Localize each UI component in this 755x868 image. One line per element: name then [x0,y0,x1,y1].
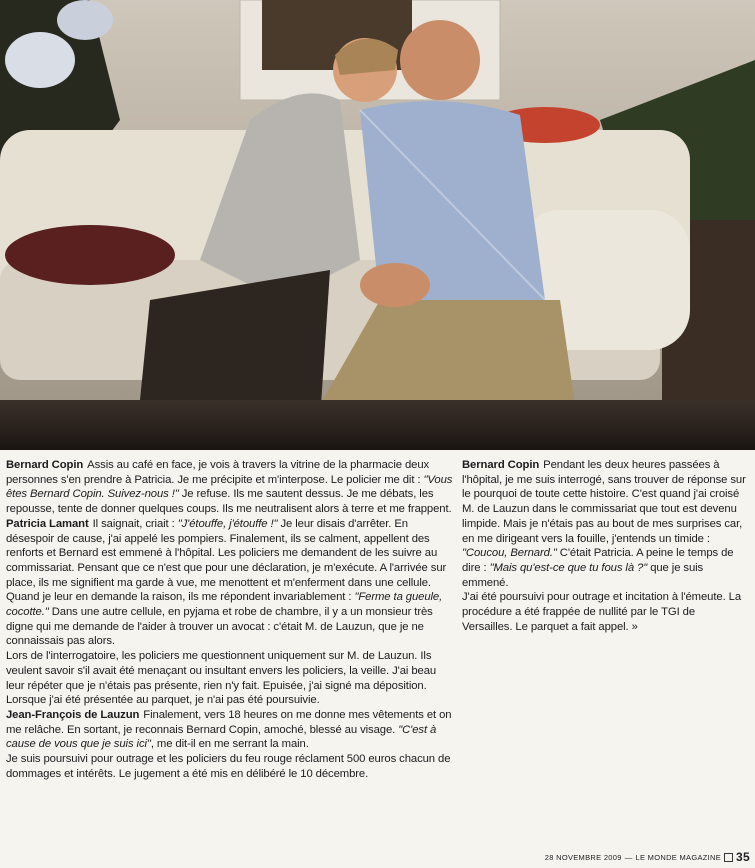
speaker-name: Bernard Copin [462,459,540,471]
text-run: Lors de l'interrogatoire, les policiers me questionnent uniquement sur M. de Lauzun. Ils veulent savoir s'il avait été menaçant ou insultant envers les policiers, la veille. J'ai beau leur répéter que je n'étais pas présente, rien n'y fait. Epuisée, j'ai signé ma déposition. Lorsque j'ai été présentée au parquet, je n'ai pas été poursuivie. [6,650,437,707]
text-run: que je suis emmené. [462,561,704,589]
page-footer [520,850,750,864]
footer-separator: — [624,852,633,862]
page-number: 35 [736,850,750,864]
paragraph [6,752,454,781]
quote-text: "C'est à cause de vous que je suis ici" [6,723,437,751]
text-run: Je refuse. Ils me sautent dessus. Je me débats, les repousse, tente de donner quelques coups. Ils me neutralisent alors à terre et me frappent. [6,488,452,516]
quote-text: "Coucou, Bernard." [462,547,557,560]
text-run: C'était Patricia. A peine le temps de dire : [462,547,734,574]
quote-text: "Ferme ta gueule, cocotte." [6,591,443,619]
text-run: Il saignait, criait : [92,517,178,530]
paragraph [462,590,747,634]
text-run: , me dit-il en me serrant la main. [150,738,309,751]
right-column [462,458,747,634]
paragraph [6,517,454,649]
quote-text: "Mais qu'est-ce que tu fous là ?" [489,561,648,574]
paragraph [462,458,747,590]
text-run: Dans une autre cellule, en pyjama et robe de chambre, il y a un monsieur très digne qui me demande de l'aider à trouver un avocat : c'était M. de Lauzun, que je ne connaissais pas alors. [6,606,433,648]
paragraph [6,708,454,752]
quote-text: "J'étouffe, j'étouffe !" [177,517,278,530]
text-run: Pendant les deux heures passées à l'hôpital, je me suis interrogé, sans trouver de réponse sur le pourquoi de toute cette histoire. C'est quand j'ai croisé M. de Lauzun dans le commissariat que tout est devenu limpide. Mais je n'étais pas au bout de mes surprises car, en me dirigeant vers la fouille, j'entends un timide : [462,459,746,545]
text-run: Assis au café en face, je vois à travers la vitrine de la pharmacie deux personnes s'en prendre à Patricia. Je me précipite et m'interpose. Le policier me dit : [6,459,430,486]
paragraph [6,458,454,517]
quote-text: "Vous êtes Bernard Copin. Suivez-nous !" [6,473,453,501]
left-column [6,458,454,781]
footer-date: 28 NOVEMBRE 2009 [544,852,622,862]
speaker-name: Patricia Lamant [6,517,89,530]
footer-magazine: LE MONDE MAGAZINE [635,852,722,862]
speaker-name: Jean-François de Lauzun [6,708,140,721]
text-run: Finalement, vers 18 heures on me donne mes vêtements et on me relâche. En sortant, je reconnais Bernard Copin, amoché, blessé au visage. [6,708,452,736]
text-run: Je suis poursuivi pour outrage et les policiers du feu rouge réclament 500 euros chacun de dommages et intérêts. Le jugement a été mis en délibéré le 10 décembre. [6,753,451,780]
text-run: J'ai été poursuivi pour outrage et incitation à l'émeute. La procédure a été frappée de nullité par le TGI de Versailles. Le parquet a fait appel. » [462,591,742,633]
paragraph [6,649,454,708]
square-icon [724,853,733,862]
text-run: Je leur disais d'arrêter. En désespoir de cause, j'ai appelé les pompiers. Finalement, ils se calment, appellent des renforts et Bernard est emmené à l'hôpital. Les policiers me demandent de les suivre au commissariat. Pensant que ce n'est que pour une déclaration, je m'exécute. A l'arrivée sur place, ils me signifient ma garde à vue, me menottent et m'enferment dans une cellule. Quand je leur en demande la raison, ils me répondent invariablement : [6,517,447,604]
speaker-name: Bernard Copin [6,459,84,471]
